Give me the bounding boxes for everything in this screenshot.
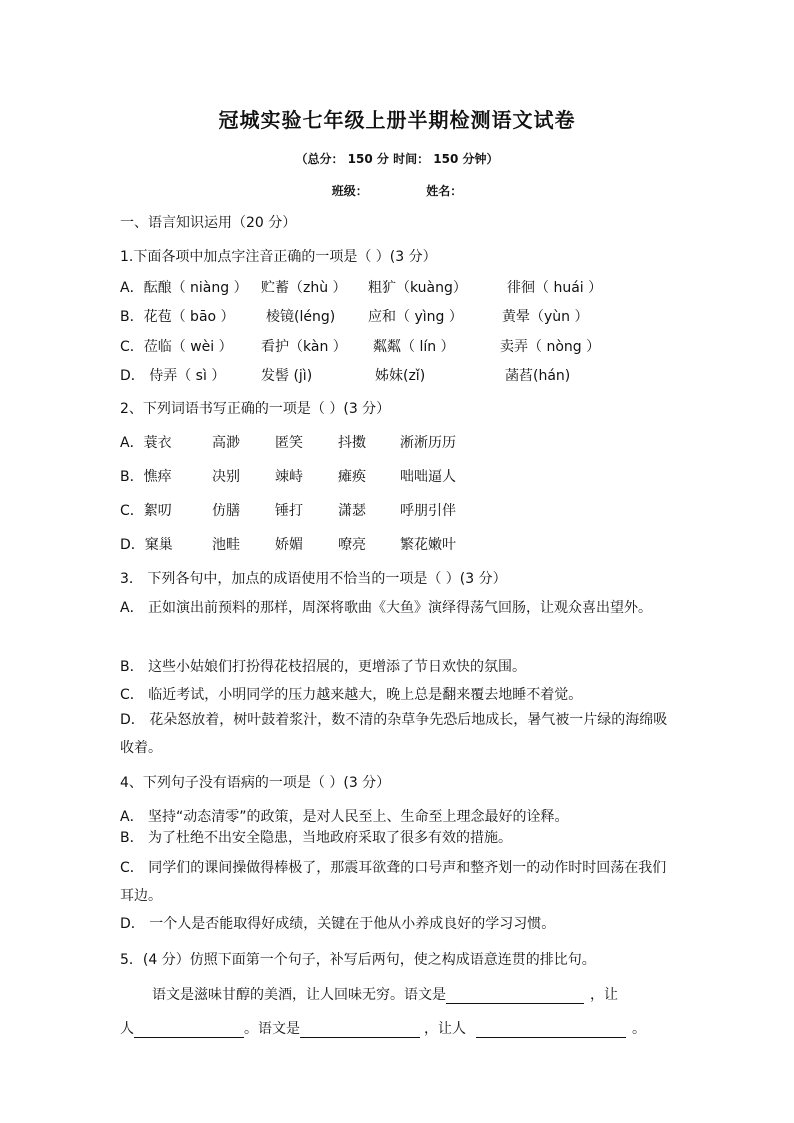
q2-option-a-3: 匿笑 xyxy=(275,435,303,451)
q1-option-b-3: 应和（ yìng ） xyxy=(368,309,463,325)
q2-option-d-2: 池畦 xyxy=(212,537,240,553)
q1-option-d-1: D． 侍弄（ sì ） xyxy=(120,368,226,384)
q2-option-b-2: 决别 xyxy=(212,469,240,485)
answer-blank-2[interactable] xyxy=(134,1021,244,1038)
q2-option-b-1: B．憔瘁 xyxy=(120,469,172,485)
q2-option-d-4: 嘹亮 xyxy=(338,537,366,553)
q5-text-yuwenshi: 。语文是 xyxy=(244,1021,300,1037)
q5-text-rang: ，让 xyxy=(590,987,618,1003)
q2-option-a-5: 淅淅历历 xyxy=(400,435,456,451)
q3-option-a: A． 正如演出前预料的那样，周深将歌曲《大鱼》演绎得荡气回肠，让观众喜出望外。 xyxy=(120,600,653,616)
q1-option-a-2: 贮蓄（zhù ） xyxy=(261,280,347,296)
q1-option-b-2: 棱镜(léng) xyxy=(266,309,336,325)
class-name-line: 班级： 姓名： xyxy=(331,184,463,198)
q1-option-c-1: C．莅临（ wèi ） xyxy=(120,339,233,355)
question-1-stem: 1.下面各项中加点字注音正确的一项是（ ）(3 分） xyxy=(120,249,437,265)
q3-option-b: B． 这些小姑娘们打扮得花枝招展的，更增添了节日欢快的氛围。 xyxy=(120,659,527,675)
q2-option-d-3: 娇媚 xyxy=(275,537,303,553)
q2-option-a-1: A．蓑衣 xyxy=(120,435,172,451)
q1-option-c-2: 看护（kàn ） xyxy=(261,339,347,355)
q3-option-d: D． 花朵怒放着，树叶鼓着浆汁，数不清的杂草争先恐后地成长，暑气被一片绿的海绵吸收着。 xyxy=(120,712,668,756)
q2-option-a-2: 高渺 xyxy=(212,435,240,451)
q2-option-c-3: 锤打 xyxy=(275,503,303,519)
q3-option-c: C． 临近考试，小明同学的压力越来越大，晚上总是翻来覆去地睡不着觉。 xyxy=(120,687,583,703)
q5-text-rangren: ，让人 xyxy=(424,1021,466,1037)
exam-title: 冠城实验七年级上册半期检测语文试卷 xyxy=(218,108,576,132)
answer-blank-4[interactable] xyxy=(476,1021,626,1038)
q5-example-text: 语文是滋味甘醇的美酒，让人回味无穷。语文是 xyxy=(152,987,446,1003)
q2-option-c-4: 潇瑟 xyxy=(338,503,366,519)
q2-option-b-4: 瘫痪 xyxy=(338,469,366,485)
section-heading: 一、语言知识运用（20 分） xyxy=(120,215,297,231)
q4-option-a: A． 坚持“动态清零”的政策，是对人民至上、生命至上理念最好的诠释。 xyxy=(120,809,569,825)
q1-option-c-3: 粼粼（ lín ） xyxy=(373,339,455,355)
q4-option-b: B． 为了杜绝不出安全隐患，当地政府采取了很多有效的措施。 xyxy=(120,830,513,846)
q1-option-b-4: 黄晕（yùn ） xyxy=(502,309,589,325)
q2-option-b-3: 竦峙 xyxy=(275,469,303,485)
q4-option-c: C． 同学们的课间操做得棒极了，那震耳欲聋的口号声和整齐划一的动作时时回荡在我们耳边。 xyxy=(120,860,667,904)
answer-blank-3[interactable] xyxy=(300,1021,420,1038)
q5-line-2 xyxy=(120,1018,646,1038)
q1-option-a-1: A．酝酿（ niàng ） xyxy=(120,280,248,296)
q1-option-d-3: 姊妹(zǐ) xyxy=(375,368,426,384)
q2-option-a-4: 抖擞 xyxy=(338,435,366,451)
question-5-stem: 5．(4 分）仿照下面第一个句子，补写后两句，使之构成语意连贯的排比句。 xyxy=(120,952,596,968)
q1-option-d-4: 菡萏(hán) xyxy=(505,368,571,384)
q2-option-c-1: C．絮叨 xyxy=(120,503,172,519)
question-2-stem: 2、下列词语书写正确的一项是（ ）(3 分） xyxy=(120,401,391,417)
q5-text-period: 。 xyxy=(632,1021,646,1037)
q5-text-ren: 人 xyxy=(120,1021,134,1037)
q2-option-c-2: 仿膳 xyxy=(212,503,240,519)
q5-line-1 xyxy=(152,984,618,1004)
score-time-info: （总分： 150 分 时间： 150 分钟） xyxy=(295,152,499,166)
q1-option-d-2: 发髻 (jì) xyxy=(261,368,313,384)
q2-option-c-5: 呼朋引伴 xyxy=(400,503,456,519)
q1-option-c-4: 卖弄（ nòng ） xyxy=(500,339,601,355)
question-3-stem: 3． 下列各句中，加点的成语使用不恰当的一项是（ ）(3 分） xyxy=(120,571,507,587)
q1-option-a-4: 徘徊（ huái ） xyxy=(507,280,603,296)
answer-blank-1[interactable] xyxy=(446,987,584,1004)
q1-option-a-3: 粗犷（kuàng） xyxy=(368,280,467,296)
question-4-stem: 4、下列句子没有语病的一项是（ ）(3 分） xyxy=(120,775,391,791)
q2-option-d-5: 繁花嫩叶 xyxy=(400,537,456,553)
q1-option-b-1: B．花苞（ bāo ） xyxy=(120,309,235,325)
q4-option-d: D． 一个人是否能取得好成绩，关键在于他从小养成良好的学习习惯。 xyxy=(120,916,556,932)
q2-option-b-5: 咄咄逼人 xyxy=(400,469,456,485)
q2-option-d-1: D．窠巢 xyxy=(120,537,173,553)
